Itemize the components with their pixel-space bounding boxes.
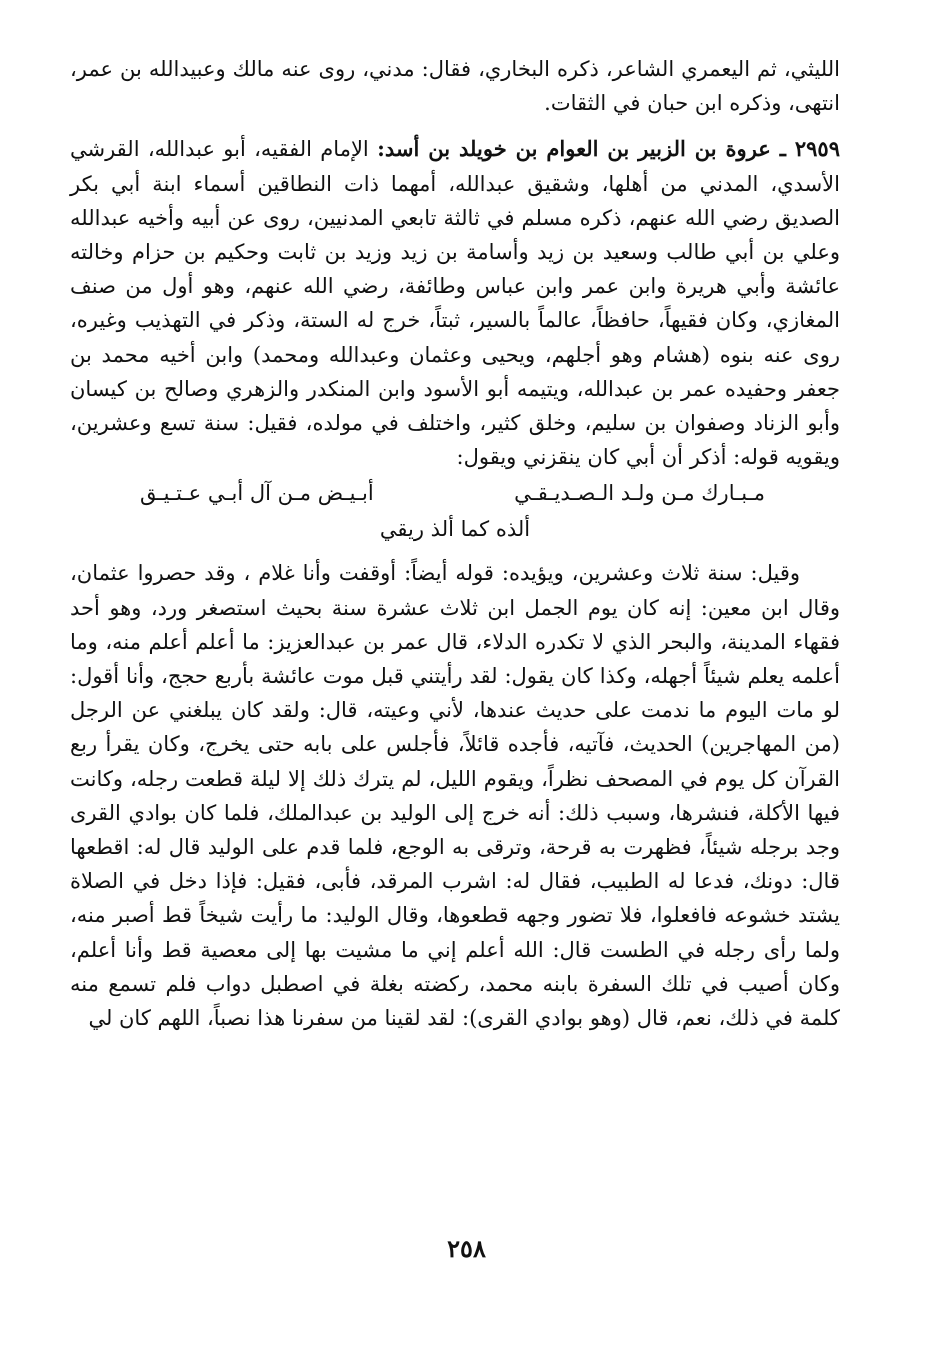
entry-body-text: الإمام الفقيه، أبو عبدالله، القرشي الأسدي، المدني من أهلها، وشقيق عبدالله، أمهما ذات النطاقين أسماء ابنة أبي بكر الصديق رضي الله عنهم، ذكره مسلم في ثالثة تابعي المدنيين، روى عن أبيه وأخيه عبدالله وعلي بن أبي طالب وسعيد بن زيد وأسامة بن زيد وزيد بن ثابت وحكيم بن حزام وخالته عائشة وأبي هريرة وابن عمر وابن عباس وطائفة، رضي الله عنهم، وهو أول من صنف المغازي، وكان فقيهاً، حافظاً، عالماً بالسير، ثبتاً، خرج له الستة، وذكر في التهذيب وغيره، روى عنه بنوه (هشام وهو أجلهم، ويحيى وعثمان وعبدالله ومحمد) وابن أخيه محمد بن جعفر وحفيده عمر بن عبدالله، ويتيمه أبو الأسود وابن المنكدر والزهري وصالح بن كيسان وأبو الزناد وصفوان بن سليم، وخلق كثير، واختلف في مولده، فقيل: سنة تسع وعشرين، ويقويه قوله: أذكر أن أبي كان ينقزني ويقول: bbox=[70, 137, 841, 470]
poem-second-hemistich: أبـيـض مـن آل أبـي عـتـيـق bbox=[140, 481, 374, 506]
book-page-body bbox=[70, 52, 840, 1035]
biography-entry-paragraph bbox=[70, 132, 840, 474]
poem-verse bbox=[70, 476, 840, 548]
poem-first-hemistich: مـبـارك مـن ولـد الـصـديـقـي bbox=[514, 481, 765, 506]
entry-heading: ٢٩٥٩ ـ عروة بن الزبير بن العوام بن خويلد بن أسد: bbox=[377, 136, 840, 162]
poem-second-line: ألذه كما ألذ ريقي bbox=[379, 517, 531, 542]
page-number: ٢٥٨ bbox=[447, 1234, 486, 1263]
narrative-paragraph: وقيل: سنة ثلاث وعشرين، ويؤيده: قوله أيضاً: أوقفت وأنا غلام ، وقد حصروا عثمان، وقال ابن معين: إنه كان يوم الجمل ابن ثلاث عشرة سنة بحيث استصغر ورد، وهو أحد فقهاء المدينة، والبحر الذي لا تكدره الدلاء، قال عمر بن عبدالعزيز: ما أعلم أعلم منه، وما أعلمه يعلم شيئاً أجهله، وكذا كان يقول: لقد رأيتني قبل موت عائشة بأربع حجج، وأنا أقول: لو مات اليوم ما ندمت على حديث عندها، لأني وعيته، قال: ولقد كان يبلغني عن الرجل (من المهاجرين) الحديث، فآتيه، فأجده قائلاً، فأجلس على بابه حتى يخرج، وكان يقرأ ربع القرآن كل يوم في المصحف نظراً، ويقوم الليل، لم يترك ذلك إلا ليلة قطعت رجله، وكانت فيها الأكلة، فنشرها، وسبب ذلك: أنه خرج إلى الوليد بن عبدالملك، فلما كان بوادي القرى وجد برجله شيئاً، فظهرت به قرحة، وترقى به الوجع، فلما قدم على الوليد قال له: اقطعها قال: دونك، فدعا له الطبيب، فقال له: اشرب المرقد، فأبى، فقيل: فإذا دخل في الصلاة يشتد خشوعه فافعلوا، فلا تضور وجهه قطعوها، وقال الوليد: ما رأيت شيخاً قط أصبر منه، ولما رأى رجله في الطست قال: الله أعلم إني ما مشيت بها إلى معصية قط وأنا أعلم، وكان أصيب في تلك السفرة بابنه محمد، ركضته بغلة في اصطبل دواب فلم تسمع منه كلمة في ذلك، نعم، قال (وهو بوادي القرى): لقد لقينا من سفرنا هذا نصباً، اللهم كان لي bbox=[70, 561, 840, 1031]
continued-entry-paragraph: الليثي، ثم اليعمري الشاعر، ذكره البخاري، فقال: مدني، روى عنه مالك وعبيدالله بن عمر، انتهى، وذكره ابن حبان في الثقات. bbox=[70, 57, 840, 116]
